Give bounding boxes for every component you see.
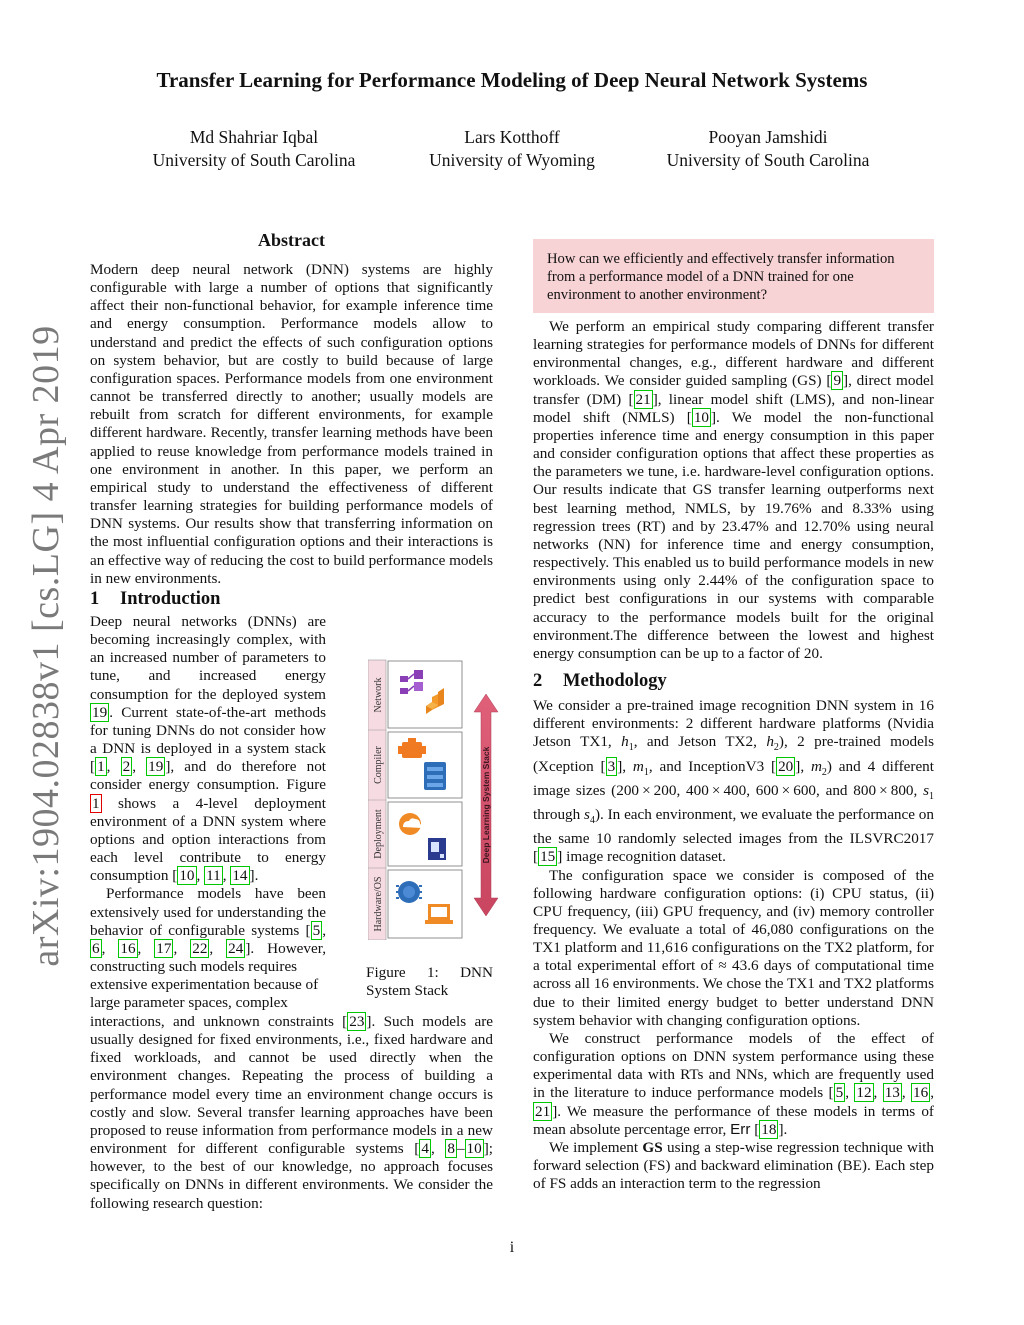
abstract-text: Modern deep neural network (DNN) systems are highly configurable with large a number of options that significantly affect their non-functional behavior, for example inference time and energy consumption. Performance models allow to understand and predict the effects of such configuration options on system behavior, but are costly to build because of large configuration spaces. Performance models from one environment cannot be transferred directly to another; usually models are rebuilt from scratch for different environments, for example different hardware. Recently, transfer learning methods have been applied to reuse knowledge from performance models trained in one environment in another. In this paper, we perform an empirical study to understand the effectiveness of different transfer learning strategies for building performance models of DNN systems. Our results show that transferring information on the most influential configuration options and their interactions is an effective way of reducing the cost to build performance models in new environments. <box>90 261 493 587</box>
database-icon <box>424 762 446 790</box>
citation[interactable]: 19 <box>148 758 164 776</box>
figure-1-caption: Figure 1: DNN System Stack <box>366 964 493 1000</box>
citation[interactable]: 3 <box>607 757 616 775</box>
laptop-icon <box>425 904 453 924</box>
author-3-name: Pooyan Jamshidi <box>708 127 828 147</box>
right-column-text: We perform an empirical study comparing different transfer learning strategies for performance models of DNNs for different environmental changes, e.g., different hardware and different workloads. We consider guided sampling (GS) [ 9 ], direct model transfer (DM) [ 21 ], linear model shift (LMS), and non-linear model shift (NMLS) [ 10 ]. We model the non-functional properties inference time and energy consumption in this paper and consider configuration options that affect these properties as the parameters we tune, i.e. hardware-level configuration options. Our results indicate that GS transfer learning outperforms next best learning method, NMLS, by 19.76% and 8.33% using regression trees (RT) and by 23.47% and 12.70% using neural networks (NN) for inference time and energy consumption, respectively. This enabled us to build performance models in new environments using only 2.44% of the configuration space to predict best configurations in our systems with comparable accuracy to the performance models built for the original environment.The difference between the lowest and highest energy consumption can be up to a factor of 20. 2 Methodology We consider a pre-trained image recognition DNN system in 16 different environments: 2 different hardware platforms (Nvidia Jetson TX1, $h_1$, and Jetson TX2, $h_2$), 2 pre-trained models (Xception [ 3 ], $m_1$, and InceptionV3 [ 20 ], $m_2$) and 4 different image sizes (200 × 200, 400 × 400, 600 × 600, and 800 × 800, $s_1$ through $s_4$). In each environment, we evaluate the performance on the same 10 randomly selected images from the ILSVRC2017 [ 15 ] image recognition dataset. The configuration space we consider is composed of the following hardware configuration options: (i) CPU status, (ii) CPU frequency, (iii) GPU frequency, and (iv) memory controller frequency. We evaluate a total of 46,080 configurations on the TX1 platform and 11,616 configurations on the TX2 platform, for a total experimental effort of ≈ 43.6 days of computational time across all 16 environments. We chose the TX1 and TX2 platforms due to their limited energy budget to better understand DNN system behavior with changing configuration options. We construct performance models of the effect of configuration options on DNN system performance using these experimental data with RTs and NNs, which are frequently used in the literature to induce performance models [ 5 , 12 , 13 , 16 , 21 ]. We measure the performance of these models in terms of mean absolute percentage error, Err [ 18 ]. We implement GS using a step-wise regression technique with forward selection (FS) and backward elimination (BE). Each step of FS adds an interaction term to the regression <box>533 318 935 1193</box>
deployment-box <box>388 802 462 866</box>
citation[interactable]: 21 <box>535 1102 551 1120</box>
citation[interactable]: 10 <box>693 408 709 426</box>
citation[interactable]: 14 <box>232 867 248 885</box>
citation[interactable]: 5 <box>835 1084 844 1102</box>
citation[interactable]: 16 <box>120 939 136 957</box>
citation[interactable]: 6 <box>92 939 100 957</box>
section-1-number: 1 <box>90 589 100 609</box>
hardware-box <box>388 870 462 938</box>
author-2-affiliation: University of Wyoming <box>429 150 595 170</box>
citation[interactable]: 19 <box>92 703 108 721</box>
section-2-number: 2 <box>533 670 543 691</box>
author-3 <box>618 126 918 172</box>
author-1 <box>104 126 404 172</box>
citation[interactable]: 21 <box>635 390 651 408</box>
citation[interactable]: 24 <box>228 939 244 957</box>
page-number: i <box>509 1239 515 1256</box>
section-1-heading <box>90 590 493 608</box>
device-icon <box>428 838 446 860</box>
citation[interactable]: 2 <box>122 758 131 776</box>
citation[interactable]: 5 <box>312 921 321 939</box>
citation[interactable]: 23 <box>349 1013 365 1030</box>
research-question-text: How can we efficiently and effectively transfer information from a performance model of a DNN trained for one environment to another environment? <box>547 251 895 304</box>
author-2-name: Lars Kotthoff <box>464 127 560 147</box>
intro-paragraph-2-narrow: extensive experimentation because of large parameter spaces, complex <box>90 976 319 1012</box>
citation[interactable]: 1 <box>97 758 105 776</box>
citation[interactable]: 13 <box>884 1084 900 1102</box>
author-3-affiliation: University of South Carolina <box>666 150 870 170</box>
stack-level-hardware-os: Hardware/OS <box>373 876 384 932</box>
citation[interactable]: 20 <box>778 757 794 775</box>
citation[interactable]: 22 <box>192 939 208 957</box>
research-question-box <box>533 239 934 313</box>
network-box <box>388 661 462 728</box>
section-1-title: Introduction <box>120 589 221 609</box>
section-2-heading <box>533 672 934 690</box>
stack-arrow-label: Deep Learning System Stack <box>481 746 491 864</box>
stack-level-compiler: Compiler <box>373 746 384 784</box>
figure-1 <box>368 658 508 940</box>
citation[interactable]: 10 <box>179 867 195 885</box>
citation[interactable]: 9 <box>833 372 842 390</box>
arxiv-identifier: arXiv:1904.02838v1 [cs.LG] 4 Apr 2019 <box>25 325 67 967</box>
citation[interactable]: 18 <box>761 1120 777 1138</box>
stack-level-network: Network <box>373 677 384 713</box>
stack-level-deployment: Deployment <box>373 809 384 859</box>
citation[interactable]: 16 <box>913 1084 929 1102</box>
author-2 <box>362 126 662 172</box>
citation[interactable]: 15 <box>540 848 556 866</box>
dnn-system-stack-diagram <box>368 658 508 940</box>
citation[interactable]: 8 <box>447 1140 455 1158</box>
citation[interactable]: 12 <box>856 1084 872 1102</box>
author-1-affiliation: University of South Carolina <box>152 150 356 170</box>
intro-paragraph-2-wide: interactions, and unknown constraints [ 23 ]. Such models are usually designed for fixed environments, i.e., fixed hardware and fixed workloads, and cannot be used directly when the environment changes. Repeating the process of building a performance model every time an environment change occurs is costly and slow. Several transfer learning approaches have been proposed to reuse information from performance models in a new environment for different configurable systems [ 4 , 8 – 10 ]; however, to the best of our knowledge, no approach focuses specifically on DNNs in different environments. We consider the following research question: <box>90 1013 494 1212</box>
author-1-name: Md Shahriar Iqbal <box>189 127 319 147</box>
abstract-body <box>90 261 493 588</box>
citation[interactable]: 11 <box>206 867 221 885</box>
paper-title: Transfer Learning for Performance Modeling of Deep Neural Network Systems <box>156 68 868 92</box>
section-2-title: Methodology <box>563 670 667 691</box>
citation[interactable]: 10 <box>466 1140 482 1158</box>
intro-paragraph-1: Deep neural networks (DNNs) are becoming increasingly complex, with an increased number of parameters to tune, and increased energy consumption for the deployed system 19 . Current state-of-the-art methods for tuning DNNs do not consider how a DNN is deployed in a system stack [ 1 , 2 , 19 ], and do therefore not consider energy consumption. Figure 1 shows a 4-level deployment environment of a DNN system where options and option interactions from each level contribute to energy consumption [ 10 , 11 , 14 ]. Performance models have been extensively used for understanding the behavior of configurable systems [ 5 , 6 , 16 , 17 , 22 , 24 ]. However, constructing such models requires <box>90 613 327 975</box>
citation[interactable]: 17 <box>156 939 172 957</box>
figure-reference[interactable]: 1 <box>92 794 100 812</box>
abstract-title: Abstract <box>258 230 325 250</box>
citation[interactable]: 4 <box>421 1140 429 1158</box>
